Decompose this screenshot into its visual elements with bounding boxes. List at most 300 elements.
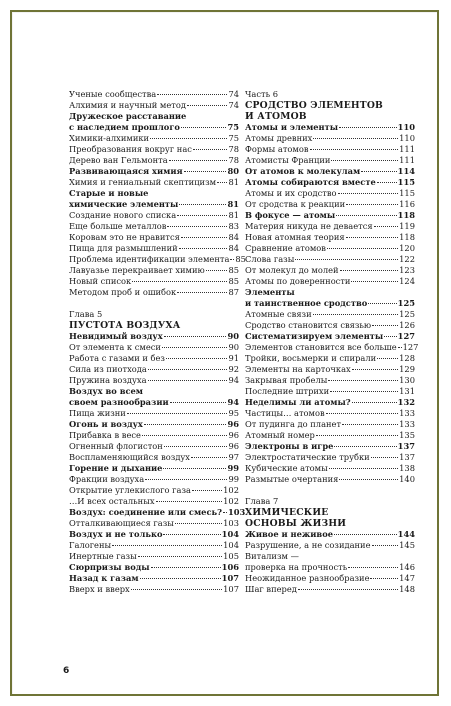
- toc-entry-title: Новый список: [69, 276, 132, 286]
- toc-entry[interactable]: [245, 540, 415, 551]
- toc-entry-page: 97: [228, 452, 239, 462]
- toc-entry[interactable]: [69, 331, 239, 342]
- toc-entry-title: Электроны в игре: [245, 441, 334, 451]
- toc-entry-title: Систематизируем элементы: [245, 331, 384, 341]
- toc-entry[interactable]: [69, 133, 239, 144]
- toc-heading: Элементы: [245, 287, 295, 297]
- toc-entry-title: Атомы древних: [245, 133, 313, 143]
- page-frame: [10, 10, 439, 696]
- toc-entry-page: 90: [227, 331, 239, 341]
- toc-entry-title: Создание нового списка: [69, 210, 177, 220]
- toc-entry[interactable]: [245, 342, 419, 353]
- toc-entry-title: Электростатические трубки: [245, 452, 370, 462]
- toc-entry-page: 80: [227, 166, 239, 176]
- toc-entry-title: Шаг вперед: [245, 584, 297, 594]
- toc-entry-page: 81: [228, 177, 239, 187]
- toc-entry-title: От молекул до молей: [245, 265, 339, 275]
- toc-entry-title: Атомисты Франции: [245, 155, 331, 165]
- toc-entry-title: От атомов к молекулам: [245, 166, 361, 176]
- toc-entry-title: Тройки, восьмерки и спирали: [245, 353, 377, 363]
- toc-heading: ПУСТОТА ВОЗДУХА: [69, 320, 181, 331]
- toc-entry-title: Сила из пиотхода: [69, 364, 147, 374]
- toc-entry-page: 107: [221, 573, 239, 583]
- dot-leader: [398, 347, 402, 348]
- toc-heading: Дружеское расставание: [69, 111, 187, 121]
- toc-entry[interactable]: [69, 540, 239, 551]
- toc-entry-page: 95: [228, 408, 239, 418]
- dot-leader: [338, 193, 399, 194]
- toc-entry-page: 140: [399, 474, 415, 484]
- toc-heading: И АТОМОВ: [245, 111, 307, 122]
- toc-entry[interactable]: [69, 342, 239, 353]
- toc-entry-title: Разрушение, а не созидание: [245, 540, 371, 550]
- toc-entry[interactable]: [245, 188, 415, 199]
- dot-leader: [138, 556, 222, 557]
- toc-entry-title: и таинственное сродство: [245, 298, 368, 308]
- toc-entry-title: Отталкивающиеся газы: [69, 518, 174, 528]
- toc-entry-page: 125: [399, 309, 415, 319]
- dot-leader: [142, 435, 228, 436]
- toc-entry-title: Коровам это не нравится: [69, 232, 180, 242]
- toc-entry[interactable]: [69, 199, 239, 210]
- toc-entry-title: Преобразования вокруг нас: [69, 144, 192, 154]
- toc-entry-page: 102: [223, 485, 239, 495]
- toc-entry-page: 103: [228, 507, 246, 517]
- toc-entry-page: 84: [228, 232, 239, 242]
- toc-entry-page: 74: [228, 100, 239, 110]
- dot-leader: [371, 457, 398, 458]
- toc-heading: ОСНОВЫ ЖИЗНИ: [245, 518, 347, 529]
- toc-heading: Глава 5: [69, 309, 103, 319]
- dot-leader: [352, 369, 398, 370]
- toc-entry-page: 99: [228, 474, 239, 484]
- dot-leader: [167, 226, 227, 227]
- toc-entry-title: Алхимия и научный метод: [69, 100, 186, 110]
- toc-entry[interactable]: [69, 584, 239, 595]
- dot-leader: [191, 457, 227, 458]
- toc-entry[interactable]: [69, 452, 239, 463]
- toc-entry-page: 81: [228, 210, 239, 220]
- toc-entry-page: 114: [397, 166, 415, 176]
- toc-entry-page: 118: [399, 232, 415, 242]
- toc-entry-title: …И всех остальных: [69, 496, 155, 506]
- toc-entry-title: Размытые очертания: [245, 474, 339, 484]
- dot-leader: [170, 402, 227, 403]
- toc-entry[interactable]: [245, 254, 415, 265]
- dot-leader: [163, 534, 220, 535]
- toc-entry[interactable]: [245, 298, 415, 309]
- toc-entry[interactable]: [69, 232, 239, 243]
- toc-entry-page: 146: [399, 562, 415, 572]
- toc-heading: Старые и новые: [69, 188, 149, 198]
- toc-entry-title: Атомы и элементы: [245, 122, 339, 132]
- toc-entry[interactable]: [69, 144, 239, 155]
- toc-entry-page: 104: [223, 540, 239, 550]
- toc-entry-page: 135: [399, 430, 415, 440]
- toc-entry[interactable]: [69, 408, 239, 419]
- toc-entry[interactable]: [245, 419, 415, 430]
- toc-entry[interactable]: [69, 166, 239, 177]
- toc-entry-page: 145: [399, 540, 415, 550]
- toc-entry-page: 103: [223, 518, 239, 528]
- dot-leader: [326, 413, 399, 414]
- toc-entry-page: 138: [399, 463, 415, 473]
- toc-entry-page: 87: [228, 287, 239, 297]
- toc-entry[interactable]: [245, 243, 415, 254]
- dot-leader: [342, 424, 398, 425]
- dot-leader: [372, 325, 398, 326]
- toc-entry-title: Атомы по доверенности: [245, 276, 351, 286]
- dot-leader: [157, 94, 227, 95]
- toc-entry-page: 94: [228, 375, 239, 385]
- toc-entry-title: Атомный номер: [245, 430, 315, 440]
- toc-entry[interactable]: [69, 551, 239, 562]
- toc-entry-title: Методом проб и ошибок: [69, 287, 177, 297]
- dot-leader: [177, 215, 227, 216]
- toc-heading: СРОДСТВО ЭЛЕМЕНТОВ: [245, 100, 384, 111]
- toc-entry[interactable]: [245, 452, 415, 463]
- toc-entry-page: 133: [399, 408, 415, 418]
- toc-entry[interactable]: [69, 89, 239, 100]
- toc-entry[interactable]: [69, 375, 239, 386]
- toc-entry-page: 137: [397, 441, 415, 451]
- dot-leader: [352, 402, 397, 403]
- toc-entry-page: 96: [228, 430, 239, 440]
- toc-entry[interactable]: [245, 562, 415, 573]
- toc-entry[interactable]: [69, 353, 239, 364]
- toc-entry[interactable]: [69, 364, 239, 375]
- dot-leader: [384, 336, 396, 337]
- toc-entry-title: Огонь и воздух: [69, 419, 143, 429]
- toc-entry-title: своем разнообразии: [69, 397, 169, 407]
- dot-leader: [340, 270, 399, 271]
- dot-leader: [145, 479, 227, 480]
- dot-leader: [316, 435, 398, 436]
- dot-leader: [193, 149, 228, 150]
- dot-leader: [368, 303, 396, 304]
- toc-entry-page: 106: [221, 562, 239, 572]
- toc-entry[interactable]: [69, 177, 239, 188]
- toc-entry-title: Галогены: [69, 540, 112, 550]
- toc-entry-title: Воздух: соединение или смесь?: [69, 507, 223, 517]
- dot-leader: [151, 567, 221, 568]
- toc-entry-title: Элементы на карточках: [245, 364, 351, 374]
- toc-entry-page: 130: [399, 375, 415, 385]
- toc-entry[interactable]: [69, 518, 239, 529]
- toc-entry[interactable]: [245, 320, 415, 331]
- toc-entry[interactable]: [245, 122, 415, 133]
- toc-entry-title: Материя никуда не девается: [245, 221, 373, 231]
- toc-entry-page: 127: [402, 342, 419, 352]
- toc-entry-page: 133: [399, 419, 415, 429]
- toc-entry[interactable]: [245, 430, 415, 441]
- dot-leader: [327, 248, 398, 249]
- toc-entry-title: Атомы собираются вместе: [245, 177, 376, 187]
- toc-entry-title: Еще больше металлов: [69, 221, 167, 231]
- toc-entry-page: 83: [228, 221, 239, 231]
- toc-entry-page: 128: [399, 353, 415, 363]
- dot-leader: [346, 204, 398, 205]
- toc-entry[interactable]: [245, 386, 415, 397]
- toc-entry[interactable]: [69, 243, 239, 254]
- dot-leader: [330, 391, 398, 392]
- toc-entry[interactable]: [69, 254, 246, 265]
- toc-entry-title: Сравнение атомов: [245, 243, 326, 253]
- toc-entry-page: 94: [227, 397, 239, 407]
- toc-entry[interactable]: [245, 199, 415, 210]
- toc-entry[interactable]: [69, 397, 239, 408]
- toc-entry[interactable]: [69, 507, 246, 518]
- toc-entry-title: Назад к газам: [69, 573, 139, 583]
- toc-entry[interactable]: [69, 155, 239, 166]
- toc-entry-page: 111: [399, 144, 415, 154]
- toc-entry-page: 127: [397, 331, 415, 341]
- dot-leader: [361, 171, 396, 172]
- toc-entry-page: 125: [397, 298, 415, 308]
- dot-leader: [112, 545, 222, 546]
- toc-entry[interactable]: [245, 573, 415, 584]
- toc-entry-title: Живое и неживое: [245, 529, 334, 539]
- toc-entry-page: 102: [223, 496, 239, 506]
- toc-entry[interactable]: [245, 474, 415, 485]
- toc-entry-page: 75: [228, 133, 239, 143]
- toc-entry[interactable]: [245, 133, 415, 144]
- dot-leader: [328, 380, 398, 381]
- toc-entry[interactable]: [245, 155, 415, 166]
- toc-entry-page: 78: [228, 155, 239, 165]
- toc-heading: Воздух во всем: [69, 386, 144, 396]
- toc-entry[interactable]: [69, 287, 239, 298]
- toc-page: [13, 13, 437, 694]
- toc-entry-title: Элементов становится все больше: [245, 342, 397, 352]
- toc-heading: Глава 7: [245, 496, 279, 506]
- toc-entry-page: 119: [399, 221, 415, 231]
- dot-leader: [179, 248, 228, 249]
- dot-leader: [377, 182, 397, 183]
- dot-leader: [132, 281, 227, 282]
- toc-entry[interactable]: [245, 232, 415, 243]
- dot-leader: [164, 446, 228, 447]
- toc-entry-page: 78: [228, 144, 239, 154]
- dot-leader: [181, 237, 228, 238]
- dot-leader: [346, 237, 399, 238]
- toc-entry[interactable]: [69, 265, 239, 276]
- toc-entry-title: Неожиданное разнообразие: [245, 573, 370, 583]
- toc-entry-title: Химия и гениальный скептицизм: [69, 177, 217, 187]
- toc-entry[interactable]: [69, 210, 239, 221]
- toc-entry[interactable]: [245, 309, 415, 320]
- toc-entry[interactable]: [69, 463, 239, 474]
- spacer: [69, 298, 239, 309]
- dot-leader: [187, 105, 227, 106]
- toc-entry-title: Закрывая пробелы: [245, 375, 328, 385]
- toc-entry-page: 120: [399, 243, 415, 253]
- toc-entry[interactable]: [245, 397, 415, 408]
- toc-entry-title: Формы атомов: [245, 144, 309, 154]
- toc-entry[interactable]: [245, 408, 415, 419]
- toc-entry[interactable]: [245, 210, 415, 221]
- toc-entry-title: От сродства к реакции: [245, 199, 346, 209]
- toc-entry[interactable]: [245, 221, 415, 232]
- toc-entry[interactable]: [69, 485, 239, 496]
- dot-leader: [140, 578, 221, 579]
- dot-leader: [313, 138, 398, 139]
- toc-entry[interactable]: [69, 100, 239, 111]
- toc-entry-title: Воздух и не только: [69, 529, 163, 539]
- toc-entry[interactable]: [69, 474, 239, 485]
- toc-entry-title: Слова газы: [245, 254, 295, 264]
- toc-entry[interactable]: [69, 441, 239, 452]
- toc-entry[interactable]: [245, 353, 415, 364]
- toc-entry[interactable]: [69, 529, 239, 540]
- toc-entry-title: Ученые сообщества: [69, 89, 157, 99]
- toc-entry-page: 90: [228, 342, 239, 352]
- page-number: 6: [63, 666, 70, 676]
- toc-entry[interactable]: [245, 441, 415, 452]
- dot-leader: [372, 545, 399, 546]
- dot-leader: [150, 138, 227, 139]
- dot-leader: [156, 501, 223, 502]
- dot-leader: [179, 204, 226, 205]
- toc-entry-page: 85: [235, 254, 246, 264]
- toc-entry-title: Дерево ван Гельмонта: [69, 155, 168, 165]
- dot-leader: [370, 578, 398, 579]
- dot-leader: [164, 336, 227, 337]
- toc-entry[interactable]: [69, 419, 239, 430]
- toc-entry-page: 118: [397, 210, 415, 220]
- toc-entry-page: 110: [399, 133, 415, 143]
- toc-entry[interactable]: [245, 364, 415, 375]
- dot-leader: [175, 523, 222, 524]
- toc-entry-title: Кубические атомы: [245, 463, 328, 473]
- toc-entry-title: От элемента к смеси: [69, 342, 161, 352]
- toc-entry-page: 115: [397, 177, 415, 187]
- toc-entry-title: Лавуазье перекраивает химию: [69, 265, 205, 275]
- toc-entry[interactable]: [69, 221, 239, 232]
- toc-entry[interactable]: [245, 144, 415, 155]
- toc-entry-page: 91: [228, 353, 239, 363]
- toc-entry-title: Фракции воздуха: [69, 474, 145, 484]
- toc-entry-page: 84: [228, 243, 239, 253]
- toc-entry-title: Открытие углекислого газа: [69, 485, 191, 495]
- dot-leader: [334, 534, 397, 535]
- toc-entry-page: 92: [228, 364, 239, 374]
- dot-leader: [192, 490, 222, 491]
- dot-leader: [223, 512, 227, 513]
- toc-entry[interactable]: [69, 496, 239, 507]
- toc-entry-title: проверка на прочность: [245, 562, 348, 572]
- dot-leader: [334, 446, 396, 447]
- dot-leader: [331, 160, 398, 161]
- toc-entry-title: Пища для размышлений: [69, 243, 178, 253]
- dot-leader: [348, 567, 398, 568]
- toc-entry-page: 111: [399, 155, 415, 165]
- dot-leader: [217, 182, 227, 183]
- toc-entry[interactable]: [69, 276, 239, 287]
- toc-entry-title: Проблема идентификации элемента: [69, 254, 230, 264]
- toc-heading: Часть 6: [245, 89, 279, 99]
- toc-entry-title: Сюрпризы воды: [69, 562, 150, 572]
- toc-entry-page: 74: [228, 89, 239, 99]
- toc-entry-page: 110: [397, 122, 415, 132]
- dot-leader: [377, 358, 398, 359]
- dot-leader: [144, 424, 227, 425]
- toc-entry-title: с наследием прошлого: [69, 122, 180, 132]
- toc-entry-page: 144: [397, 529, 415, 539]
- toc-entry[interactable]: [245, 529, 415, 540]
- toc-entry-title: химические элементы: [69, 199, 179, 209]
- dot-leader: [181, 127, 226, 128]
- toc-entry-title: Огненный флогистон: [69, 441, 163, 451]
- toc-entry-title: Атомные связи: [245, 309, 312, 319]
- toc-entry[interactable]: [245, 331, 415, 342]
- toc-entry-page: 129: [399, 364, 415, 374]
- dot-leader: [163, 468, 226, 469]
- dot-leader: [339, 127, 397, 128]
- toc-entry[interactable]: [245, 276, 415, 287]
- toc-entry-page: 148: [399, 584, 415, 594]
- toc-entry-page: 96: [227, 419, 239, 429]
- dot-leader: [127, 413, 228, 414]
- dot-leader: [169, 160, 228, 161]
- dot-leader: [336, 215, 396, 216]
- dot-leader: [310, 149, 399, 150]
- toc-entry-title: Частицы… атомов: [245, 408, 325, 418]
- toc-entry-page: 131: [399, 386, 415, 396]
- toc-entry[interactable]: [69, 573, 239, 584]
- toc-entry-title: Пища жизни: [69, 408, 126, 418]
- toc-entry[interactable]: [69, 122, 239, 133]
- toc-entry[interactable]: [245, 375, 415, 386]
- toc-entry-page: 115: [399, 188, 415, 198]
- dot-leader: [339, 479, 398, 480]
- dot-leader: [148, 369, 228, 370]
- toc-left-column: [69, 89, 246, 595]
- toc-entry[interactable]: [245, 265, 415, 276]
- dot-leader: [162, 347, 228, 348]
- dot-leader: [374, 226, 399, 227]
- spacer: [245, 485, 415, 496]
- dot-leader: [298, 589, 398, 590]
- dot-leader: [148, 380, 228, 381]
- toc-entry-title: Последние штрихи: [245, 386, 330, 396]
- toc-entry[interactable]: [245, 584, 415, 595]
- toc-entry-title: Работа с газами и без: [69, 353, 165, 363]
- dot-leader: [313, 314, 399, 315]
- toc-entry-page: 116: [399, 199, 415, 209]
- toc-entry-page: 126: [399, 320, 415, 330]
- toc-entry-page: 124: [399, 276, 415, 286]
- toc-entry-title: Сродство становится связью: [245, 320, 372, 330]
- toc-entry-page: 147: [399, 573, 415, 583]
- toc-entry-page: 96: [228, 441, 239, 451]
- toc-entry-page: 85: [228, 265, 239, 275]
- toc-entry[interactable]: [69, 562, 239, 573]
- dot-leader: [230, 259, 234, 260]
- toc-entry[interactable]: [69, 430, 239, 441]
- toc-entry-page: 81: [227, 199, 239, 209]
- toc-entry-title: Воспламеняющийся воздух: [69, 452, 190, 462]
- toc-entry-title: Атомы и их сродство: [245, 188, 337, 198]
- toc-entry-page: 137: [399, 452, 415, 462]
- toc-entry[interactable]: [245, 463, 415, 474]
- toc-entry[interactable]: [245, 166, 415, 177]
- dot-leader: [206, 270, 228, 271]
- toc-entry-page: 107: [223, 584, 239, 594]
- toc-entry-page: 99: [227, 463, 239, 473]
- toc-entry[interactable]: [245, 177, 415, 188]
- toc-entry-page: 105: [223, 551, 239, 561]
